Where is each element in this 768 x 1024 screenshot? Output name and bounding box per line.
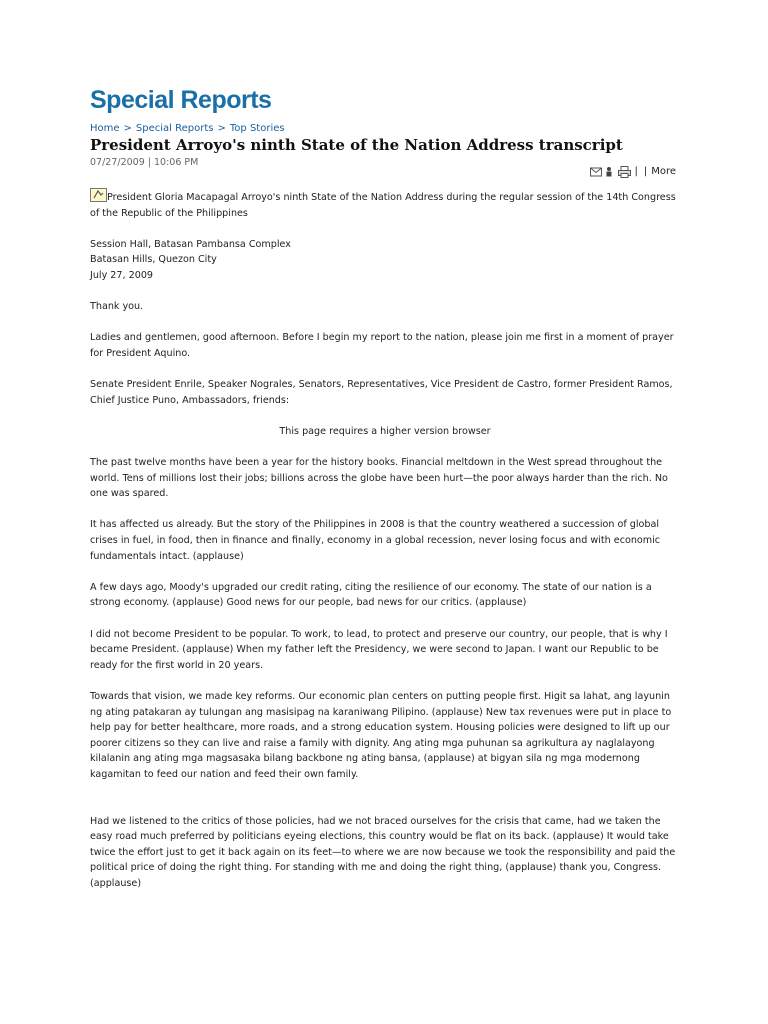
article-body — [90, 188, 680, 907]
article-dateline: 07/27/2009 | 10:06 PM — [90, 157, 199, 168]
body-paragraph: It has affected us already. But the story of the Philippines in 2008 is that the country weathered a succession of global crises in fuel, in food, then in finance and finally, economy in a global recession, never losing focus and with economic fundamentals intact. (applause) — [90, 519, 661, 562]
browser-notice: This page requires a higher version browser — [279, 425, 491, 437]
share-person-icon[interactable] — [604, 166, 616, 177]
location-line: Session Hall, Batasan Pambansa Complex — [90, 238, 291, 250]
breadcrumb — [90, 123, 285, 134]
intro-paragraph — [90, 188, 680, 221]
article-toolbar — [590, 166, 676, 177]
special-reports-logo[interactable]: Special Reports — [90, 86, 272, 114]
location-block — [90, 237, 680, 284]
location-line: Batasan Hills, Quezon City — [90, 254, 217, 266]
breadcrumb-top-stories-link[interactable]: Top Stories — [229, 123, 285, 134]
body-paragraph: Ladies and gentlemen, good afternoon. Before I begin my report to the nation, please join me first in a moment of prayer for President Aquino. — [90, 332, 674, 359]
body-paragraph: Had we listened to the critics of those policies, had we not braced ourselves for the crisis that came, had we taken the easy road much preferred by politicians eyeing elections, this country would be flat on its back. (applause) It would take twice the effort just to get it back again on its feet—to where we are now because we took the responsibility and paid the political price of doing the right thing. For standing with me and doing the right thing, (applause) thank you, Congress. (applause) — [90, 815, 676, 889]
article-title: President Arroyo's ninth State of the Nation Address transcript — [90, 136, 623, 154]
toolbar-divider: | — [643, 166, 648, 177]
body-paragraph: I did not become President to be popular. To work, to lead, to protect and preserve our country, our people, that is why I became President. (applause) When my father left the Presidency, we were second to Japan. I want our Republic to be ready for the first world in 20 years. — [90, 628, 668, 671]
breadcrumb-separator: > — [217, 123, 226, 134]
email-icon[interactable] — [590, 166, 602, 177]
photo-caption-icon[interactable] — [90, 188, 107, 202]
body-paragraph: Thank you. — [90, 301, 144, 313]
location-line: July 27, 2009 — [90, 269, 154, 281]
breadcrumb-special-reports-link[interactable]: Special Reports — [135, 123, 214, 134]
intro-text: President Gloria Macapagal Arroyo's ninth State of the Nation Address during the regular session of the 14th Congress of the Republic of the Philippines — [90, 192, 676, 219]
body-paragraph: A few days ago, Moody's upgraded our credit rating, citing the resilience of our economy. The state of our nation is a strong economy. (applause) Good news for our people, bad news for our critics. (applause) — [90, 581, 652, 609]
more-link[interactable]: More — [651, 166, 676, 177]
body-paragraph: Towards that vision, we made key reforms. Our economic plan centers on putting people first. Higit sa lahat, ang layunin ng ating patakaran ay tulungan ang masisipag na karaniwang Pilipino. (applause) New tax revenues were put in place to help pay for better healthcare, more roads, and a strong education system. Housing policies were designed to lift up our poorer citizens so they can live and raise a family with dignity. Ang ating mga puhunan sa agrikultura ay naglalayong kilalanin ang ating mga magsasaka bilang backbone ng ating bansa, (applause) at bigyan sila ng mga modernong kagamitan to feed our nation and feed their own family. — [90, 691, 672, 780]
toolbar-divider: | — [634, 166, 638, 177]
breadcrumb-separator: > — [123, 123, 132, 134]
body-paragraph: The past twelve months have been a year for the history books. Financial meltdown in the West spread throughout the world. Tens of millions lost their jobs; billions across the globe have been hurt—the poor always harder than the rich. No one was spared. — [90, 457, 668, 500]
breadcrumb-home-link[interactable]: Home — [90, 123, 120, 134]
body-paragraph: Senate President Enrile, Speaker Nograles, Senators, Representatives, Vice President de Castro, former President Ramos, Chief Justice Puno, Ambassadors, friends: — [90, 379, 673, 406]
print-icon[interactable] — [618, 166, 630, 177]
